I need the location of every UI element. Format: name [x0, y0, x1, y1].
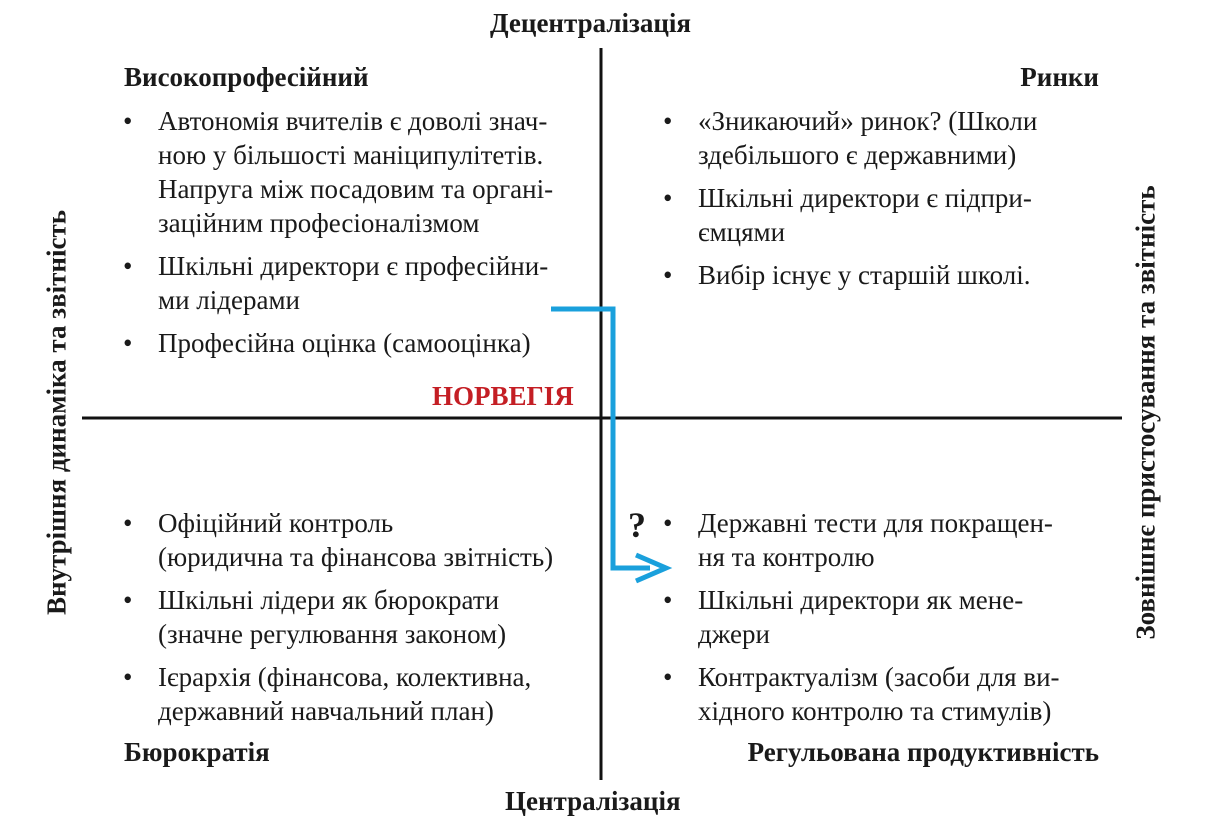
list-item-line: • Автономія вчителів є доволі знач- — [158, 106, 548, 136]
bullet-list-top-left — [123, 104, 553, 369]
list-item-line: • Вибір існує у старшій школі. — [698, 260, 1031, 290]
list-item-line: здебільшого є державними) — [698, 140, 1017, 170]
list-item-line: державний навчальний план) — [158, 696, 494, 726]
list-item-line: • Державні тести для покращен- — [698, 508, 1053, 538]
quadrant-title-bottom-right: Регульована продуктивність — [747, 737, 1099, 767]
list-item-line: ня та контролю — [698, 542, 875, 572]
axis-label-right: Зовнішнє пристосування та звітність — [1130, 185, 1161, 640]
list-item — [663, 181, 1037, 249]
list-item-line: • Ієрархія (фінансова, колективна, — [158, 662, 532, 692]
list-item — [123, 104, 553, 240]
list-item-line: Напруга між посадовим та органі- — [158, 174, 554, 204]
list-item-line: • Офіційний контроль — [158, 508, 394, 538]
list-item-line: хідного контролю та стимулів) — [698, 696, 1052, 726]
list-item-line: ною у більшості маніципулітетів. — [158, 140, 544, 170]
list-item-line: джери — [698, 619, 770, 649]
bullet-list-bottom-right — [663, 506, 1060, 737]
list-item-line: • Контрактуалізм (засоби для ви- — [698, 662, 1060, 692]
bullet-list-top-right — [663, 104, 1037, 301]
list-item — [123, 249, 553, 317]
list-item-line: (юридична та фінансова звітність) — [158, 542, 554, 572]
list-item-line: • «Зникаючий» ринок? (Школи — [698, 106, 1038, 136]
norway-label: НОРВЕГІЯ — [432, 381, 574, 411]
axis-label-bottom: Централізація — [505, 786, 681, 816]
list-item — [123, 660, 553, 728]
list-item — [123, 583, 553, 651]
list-item — [123, 506, 553, 574]
list-item-line: • Шкільні директори є професійни- — [158, 251, 549, 281]
question-mark: ? — [628, 505, 646, 545]
list-item-line: заційним професіоналізмом — [158, 208, 480, 238]
list-item — [663, 583, 1060, 651]
list-item-line: • Професійна оцінка (самооцінка) — [158, 328, 531, 358]
list-item-line: ємцями — [698, 217, 786, 247]
list-item-line: • Шкільні лідери як бюрократи — [158, 585, 500, 615]
list-item — [663, 660, 1060, 728]
list-item-line: • Шкільні директори як мене- — [698, 585, 1024, 615]
list-item — [663, 258, 1037, 292]
axis-label-left: Внутрішня динаміка та звітність — [41, 209, 72, 616]
list-item-line: (значне регулювання законом) — [158, 619, 507, 649]
bullet-list-bottom-left — [123, 506, 553, 737]
list-item — [663, 506, 1060, 574]
axis-label-top: Децентралізація — [490, 8, 691, 38]
quadrant-title-bottom-left: Бюрократія — [124, 737, 270, 767]
list-item-line: • Шкільні директори є підпри- — [698, 183, 1032, 213]
list-item — [123, 326, 553, 360]
quadrant-title-top-right: Ринки — [1020, 62, 1099, 92]
list-item-line: ми лідерами — [158, 285, 301, 315]
list-item — [663, 104, 1037, 172]
quadrant-title-top-left: Високопрофесійний — [124, 62, 369, 92]
